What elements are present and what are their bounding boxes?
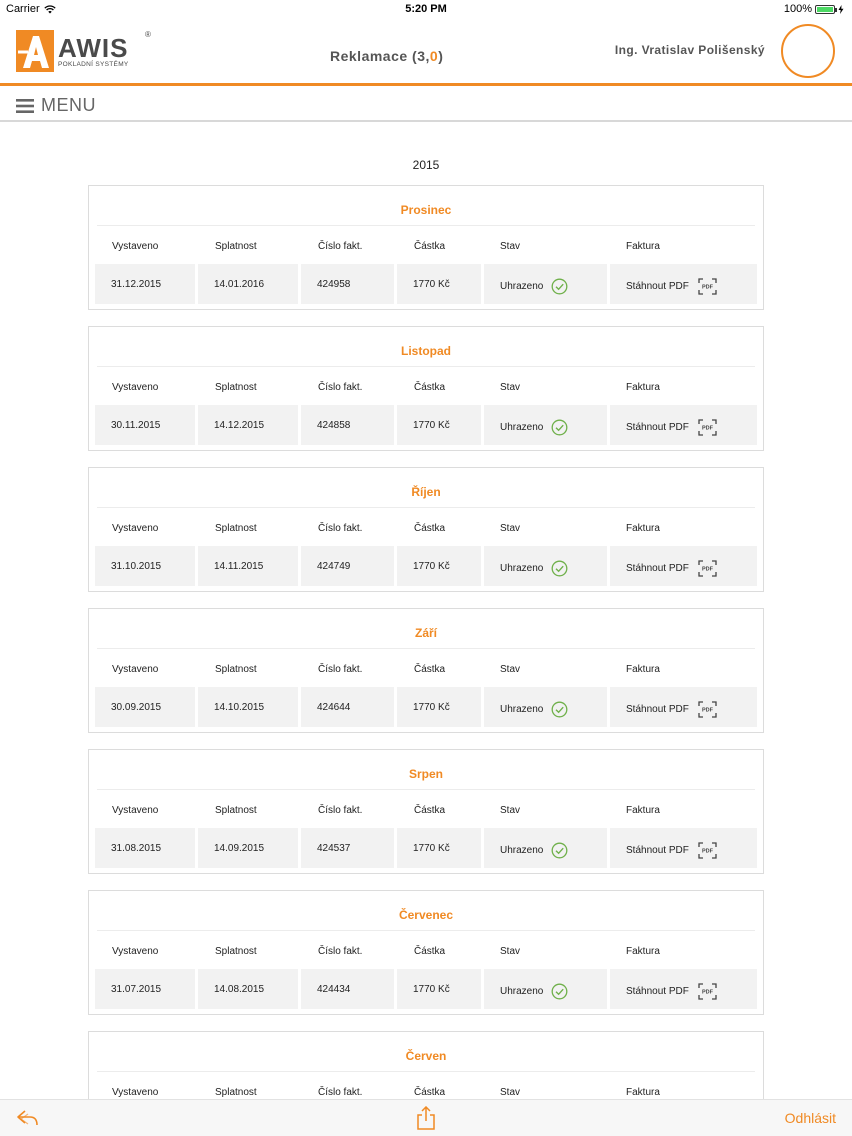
status-cell bbox=[484, 405, 607, 445]
month-title: Říjen bbox=[411, 485, 441, 499]
status-cell bbox=[484, 828, 607, 868]
divider bbox=[97, 1071, 755, 1072]
share-icon bbox=[416, 1106, 436, 1130]
table-header-row bbox=[89, 241, 763, 255]
app-header bbox=[0, 18, 852, 86]
column-header: Částka bbox=[414, 1087, 446, 1098]
amount-cell bbox=[397, 828, 481, 868]
carrier-label: Carrier bbox=[6, 3, 40, 15]
column-header: Vystaveno bbox=[112, 805, 159, 816]
pdf-icon bbox=[698, 419, 717, 436]
download-pdf-button[interactable] bbox=[626, 838, 717, 859]
logo-tagline: POKLADNÍ SYSTÉMY bbox=[58, 60, 129, 68]
table-row bbox=[95, 546, 757, 586]
status-text: Uhrazeno bbox=[500, 280, 544, 292]
invoice-download-cell bbox=[610, 828, 757, 868]
invoice-download-cell bbox=[610, 687, 757, 727]
paid-check-icon bbox=[551, 701, 568, 718]
column-header: Vystaveno bbox=[112, 523, 159, 534]
download-pdf-button[interactable] bbox=[626, 556, 717, 577]
issued-cell bbox=[95, 546, 195, 586]
column-header: Stav bbox=[500, 946, 521, 957]
month-card bbox=[88, 608, 764, 733]
pdf-icon-label: PDF bbox=[701, 566, 713, 572]
due-value: 14.09.2015 bbox=[214, 842, 265, 854]
month-card bbox=[88, 185, 764, 310]
issued-value: 31.12.2015 bbox=[111, 278, 162, 290]
due-value: 14.10.2015 bbox=[214, 701, 265, 713]
invoice-value: 424434 bbox=[317, 983, 351, 995]
invoice-value: 424749 bbox=[317, 560, 351, 572]
amount-value: 1770 Kč bbox=[413, 419, 450, 431]
logo-name: AWIS bbox=[58, 32, 129, 63]
issued-cell bbox=[95, 969, 195, 1009]
status-cell bbox=[484, 969, 607, 1009]
awis-logo[interactable] bbox=[16, 30, 151, 72]
menu-label: MENU bbox=[41, 95, 96, 115]
invoice-cell bbox=[301, 828, 394, 868]
invoice-download-cell bbox=[610, 264, 757, 304]
column-header: Stav bbox=[500, 664, 521, 675]
column-header: Stav bbox=[500, 382, 521, 393]
download-pdf-label: Stáhnout PDF bbox=[626, 280, 689, 292]
logout-button[interactable]: Odhlásit bbox=[784, 1110, 836, 1126]
month-title: Červenec bbox=[398, 908, 454, 922]
bottom-toolbar bbox=[0, 1099, 852, 1136]
month-card bbox=[88, 326, 764, 451]
paid-check-icon bbox=[551, 278, 568, 295]
column-header: Splatnost bbox=[215, 1087, 257, 1098]
column-header: Vystaveno bbox=[112, 1087, 159, 1098]
invoice-cell bbox=[301, 264, 394, 304]
pdf-icon-label: PDF bbox=[701, 425, 713, 431]
invoice-cell bbox=[301, 546, 394, 586]
due-value: 14.08.2015 bbox=[214, 983, 265, 995]
month-card bbox=[88, 749, 764, 874]
column-header: Částka bbox=[414, 664, 446, 675]
column-header: Stav bbox=[500, 805, 521, 816]
back-button[interactable] bbox=[16, 1109, 40, 1132]
amount-cell bbox=[397, 546, 481, 586]
table-header-row bbox=[89, 946, 763, 960]
column-header: Číslo fakt. bbox=[318, 382, 363, 393]
table-header-row bbox=[89, 805, 763, 819]
month-title: Červen bbox=[405, 1049, 447, 1063]
column-header: Číslo fakt. bbox=[318, 1087, 363, 1098]
invoice-value: 424858 bbox=[317, 419, 351, 431]
pdf-icon-label: PDF bbox=[701, 848, 713, 854]
column-header: Splatnost bbox=[215, 382, 257, 393]
download-pdf-label: Stáhnout PDF bbox=[626, 421, 689, 433]
download-pdf-button[interactable] bbox=[626, 274, 717, 295]
column-header: Částka bbox=[414, 946, 446, 957]
amount-cell bbox=[397, 264, 481, 304]
table-row bbox=[95, 405, 757, 445]
status-bar bbox=[0, 0, 852, 18]
issued-cell bbox=[95, 828, 195, 868]
invoice-cell bbox=[301, 969, 394, 1009]
table-row bbox=[95, 828, 757, 868]
logo-mark-icon bbox=[16, 30, 54, 72]
column-header: Splatnost bbox=[215, 241, 257, 252]
invoice-download-cell bbox=[610, 405, 757, 445]
due-cell bbox=[198, 969, 298, 1009]
user-name: Ing. Vratislav Polišenský bbox=[614, 43, 765, 57]
column-header: Stav bbox=[500, 1087, 521, 1098]
invoice-value: 424958 bbox=[317, 278, 351, 290]
pdf-icon bbox=[698, 560, 717, 577]
amount-value: 1770 Kč bbox=[413, 983, 450, 995]
battery-percent: 100% bbox=[783, 3, 812, 15]
status-text: Uhrazeno bbox=[500, 985, 544, 997]
status-text: Uhrazeno bbox=[500, 421, 544, 433]
column-header: Částka bbox=[414, 241, 446, 252]
invoice-value: 424537 bbox=[317, 842, 351, 854]
page-title[interactable] bbox=[330, 48, 443, 64]
status-cell bbox=[484, 546, 607, 586]
month-title: Listopad bbox=[401, 344, 451, 358]
share-button[interactable] bbox=[416, 1106, 436, 1135]
column-header: Stav bbox=[500, 523, 521, 534]
table-header-row bbox=[89, 382, 763, 396]
issued-value: 30.09.2015 bbox=[111, 701, 162, 713]
issued-value: 31.08.2015 bbox=[111, 842, 162, 854]
issued-cell bbox=[95, 264, 195, 304]
month-card bbox=[88, 467, 764, 592]
column-header: Číslo fakt. bbox=[318, 664, 363, 675]
pdf-icon bbox=[698, 701, 717, 718]
claims-open-count: 3 bbox=[417, 48, 426, 64]
due-cell bbox=[198, 828, 298, 868]
column-header: Vystaveno bbox=[112, 382, 159, 393]
table-header-row bbox=[89, 664, 763, 678]
column-header: Částka bbox=[414, 382, 446, 393]
status-text: Uhrazeno bbox=[500, 844, 544, 856]
download-pdf-label: Stáhnout PDF bbox=[626, 985, 689, 997]
column-header: Částka bbox=[414, 523, 446, 534]
download-pdf-button[interactable] bbox=[626, 415, 717, 436]
status-cell bbox=[484, 687, 607, 727]
paid-check-icon bbox=[551, 983, 568, 1000]
download-pdf-button[interactable] bbox=[626, 697, 717, 718]
column-header: Vystaveno bbox=[112, 241, 159, 252]
column-header: Faktura bbox=[626, 1087, 660, 1098]
column-header: Splatnost bbox=[215, 805, 257, 816]
invoice-download-cell bbox=[610, 969, 757, 1009]
pdf-icon bbox=[698, 842, 717, 859]
issued-cell bbox=[95, 687, 195, 727]
paid-check-icon bbox=[551, 560, 568, 577]
invoice-cell bbox=[301, 405, 394, 445]
issued-value: 31.10.2015 bbox=[111, 560, 162, 572]
download-pdf-label: Stáhnout PDF bbox=[626, 562, 689, 574]
column-header: Částka bbox=[414, 805, 446, 816]
column-header: Číslo fakt. bbox=[318, 241, 363, 252]
column-header: Číslo fakt. bbox=[318, 523, 363, 534]
column-header: Faktura bbox=[626, 241, 660, 252]
month-title: Srpen bbox=[408, 767, 443, 781]
pdf-icon-label: PDF bbox=[701, 989, 713, 995]
table-row bbox=[95, 969, 757, 1009]
month-card bbox=[88, 890, 764, 1015]
amount-cell bbox=[397, 969, 481, 1009]
column-header: Faktura bbox=[626, 805, 660, 816]
column-header: Vystaveno bbox=[112, 664, 159, 675]
hamburger-icon bbox=[16, 99, 34, 113]
column-header: Splatnost bbox=[215, 664, 257, 675]
issued-value: 30.11.2015 bbox=[111, 419, 161, 431]
due-value: 14.11.2015 bbox=[214, 560, 264, 572]
charging-icon bbox=[838, 5, 844, 14]
divider bbox=[97, 225, 755, 226]
amount-value: 1770 Kč bbox=[413, 560, 450, 572]
column-header: Stav bbox=[500, 241, 521, 252]
table-row bbox=[95, 687, 757, 727]
column-header: Splatnost bbox=[215, 523, 257, 534]
download-pdf-button[interactable] bbox=[626, 979, 717, 1000]
due-cell bbox=[198, 687, 298, 727]
due-value: 14.12.2015 bbox=[214, 419, 265, 431]
invoice-cell bbox=[301, 687, 394, 727]
month-title: Září bbox=[414, 626, 437, 640]
download-pdf-label: Stáhnout PDF bbox=[626, 703, 689, 715]
reply-icon bbox=[16, 1109, 40, 1127]
title-prefix: Reklamace ( bbox=[330, 48, 418, 64]
issued-value: 31.07.2015 bbox=[111, 983, 162, 995]
title-suffix: ) bbox=[438, 48, 444, 64]
battery-icon bbox=[815, 5, 835, 14]
due-value: 14.01.2016 bbox=[214, 278, 265, 290]
divider bbox=[97, 930, 755, 931]
status-text: Uhrazeno bbox=[500, 703, 544, 715]
pdf-icon bbox=[698, 278, 717, 295]
status-text: Uhrazeno bbox=[500, 562, 544, 574]
registered-mark: ® bbox=[145, 30, 151, 39]
column-header: Číslo fakt. bbox=[318, 805, 363, 816]
amount-value: 1770 Kč bbox=[413, 278, 450, 290]
status-cell bbox=[484, 264, 607, 304]
table-header-row bbox=[89, 523, 763, 537]
pdf-icon bbox=[698, 983, 717, 1000]
invoice-value: 424644 bbox=[317, 701, 351, 713]
amount-value: 1770 Kč bbox=[413, 701, 450, 713]
due-cell bbox=[198, 264, 298, 304]
divider bbox=[97, 648, 755, 649]
column-header: Faktura bbox=[626, 523, 660, 534]
menu-bar bbox=[0, 89, 852, 122]
menu-button[interactable] bbox=[16, 95, 96, 116]
month-title: Prosinec bbox=[400, 203, 452, 217]
divider bbox=[97, 366, 755, 367]
amount-cell bbox=[397, 687, 481, 727]
clock: 5:20 PM bbox=[405, 3, 447, 15]
column-header: Splatnost bbox=[215, 946, 257, 957]
column-header: Faktura bbox=[626, 946, 660, 957]
invoice-download-cell bbox=[610, 546, 757, 586]
year-heading: 2015 bbox=[412, 158, 440, 172]
avatar[interactable] bbox=[781, 24, 835, 78]
column-header: Vystaveno bbox=[112, 946, 159, 957]
download-pdf-label: Stáhnout PDF bbox=[626, 844, 689, 856]
title-separator: , bbox=[425, 48, 430, 64]
issued-cell bbox=[95, 405, 195, 445]
due-cell bbox=[198, 405, 298, 445]
table-row bbox=[95, 264, 757, 304]
paid-check-icon bbox=[551, 842, 568, 859]
paid-check-icon bbox=[551, 419, 568, 436]
due-cell bbox=[198, 546, 298, 586]
pdf-icon-label: PDF bbox=[701, 707, 713, 713]
pdf-icon-label: PDF bbox=[701, 284, 713, 290]
amount-cell bbox=[397, 405, 481, 445]
column-header: Číslo fakt. bbox=[318, 946, 363, 957]
amount-value: 1770 Kč bbox=[413, 842, 450, 854]
divider bbox=[97, 507, 755, 508]
claims-new-count: 0 bbox=[429, 48, 439, 64]
divider bbox=[97, 789, 755, 790]
column-header: Faktura bbox=[626, 664, 660, 675]
column-header: Faktura bbox=[626, 382, 660, 393]
